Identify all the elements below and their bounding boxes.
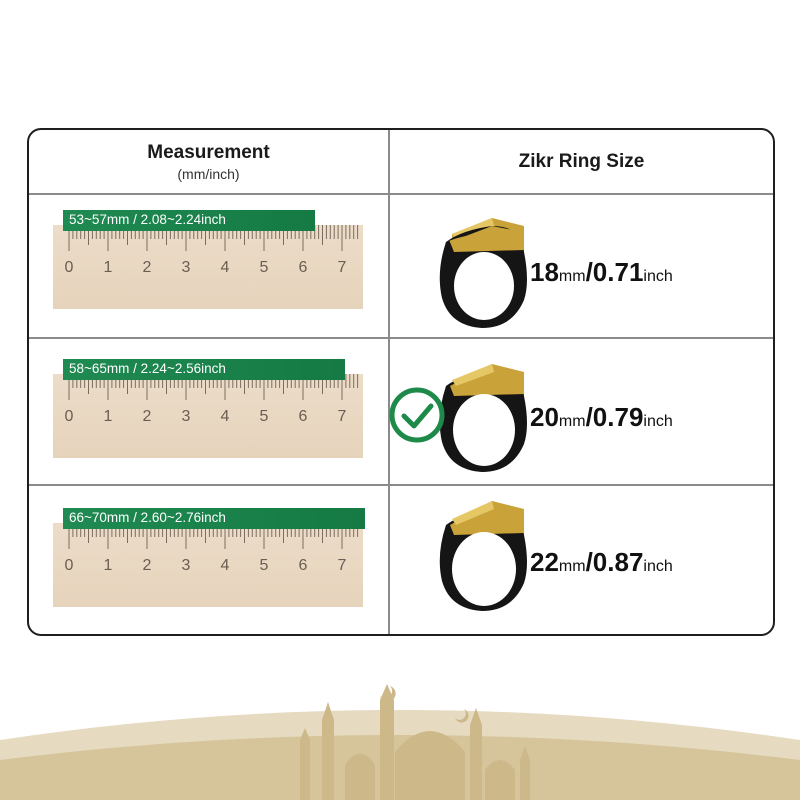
ruler-tick-label: 6 [298, 408, 308, 425]
size-inch-unit: inch [643, 413, 673, 430]
ruler-icon [53, 523, 363, 607]
check-circle-icon [388, 386, 446, 444]
measurement-title: Measurement [147, 141, 270, 163]
ring-size-22 [530, 547, 673, 578]
ruler-tick-label: 6 [298, 259, 308, 276]
size-inch-unit: inch [643, 268, 673, 285]
ruler-tick-label: 2 [142, 557, 152, 574]
column-divider [388, 130, 390, 634]
mosque-skyline-icon [0, 680, 800, 800]
ruler-tick-label: 1 [103, 259, 113, 276]
ruler-tick-label: 1 [103, 408, 113, 425]
ruler-tick-label: 1 [103, 557, 113, 574]
ruler-tick-label: 3 [181, 259, 191, 276]
ring-icon [432, 355, 527, 475]
ruler-tick-label: 0 [64, 557, 74, 574]
size-mm-value: 18 [530, 257, 559, 287]
ruler-row-3 [53, 508, 363, 592]
size-mm-value: 22 [530, 547, 559, 577]
ruler-tick-label: 4 [220, 408, 230, 425]
ruler-row-2 [53, 359, 363, 443]
size-mm-unit: mm [558, 268, 586, 285]
ring-icon [432, 494, 527, 614]
ruler-tick-label: 4 [220, 259, 230, 276]
size-mm-unit: mm [558, 413, 586, 430]
row-divider [29, 193, 773, 195]
ring-size-18 [530, 257, 673, 288]
ruler-icon [53, 374, 363, 458]
ruler-tick-label: 2 [142, 259, 152, 276]
ruler-tick-label: 5 [259, 557, 269, 574]
ruler-tick-label: 5 [259, 408, 269, 425]
ruler-tick-label: 4 [220, 557, 230, 574]
ruler-row-1 [53, 210, 363, 294]
size-title: Zikr Ring Size [518, 150, 645, 172]
ruler-tick-label: 7 [337, 408, 347, 425]
ruler-tick-label: 5 [259, 259, 269, 276]
range-label: 66~70mm / 2.60~2.76inch [63, 508, 365, 529]
ruler-tick-label: 2 [142, 408, 152, 425]
ring-size-20 [530, 402, 673, 433]
range-label: 58~65mm / 2.24~2.56inch [63, 359, 345, 380]
ruler-tick-label: 7 [337, 259, 347, 276]
ruler-tick-label: 6 [298, 557, 308, 574]
size-inch-unit: inch [643, 558, 673, 575]
size-header [390, 130, 773, 193]
ruler-icon [53, 225, 363, 309]
size-inch-value: /0.79 [585, 402, 644, 432]
measurement-unit: (mm/inch) [177, 165, 240, 182]
ruler-tick-label: 0 [64, 259, 74, 276]
row-divider [29, 484, 773, 486]
ruler-tick-label: 3 [181, 408, 191, 425]
size-mm-unit: mm [558, 558, 586, 575]
range-label: 53~57mm / 2.08~2.24inch [63, 210, 315, 231]
ruler-tick-label: 3 [181, 557, 191, 574]
ruler-tick-label: 7 [337, 557, 347, 574]
size-mm-value: 20 [530, 402, 559, 432]
size-inch-value: /0.87 [585, 547, 644, 577]
row-divider [29, 337, 773, 339]
size-inch-value: /0.71 [585, 257, 644, 287]
ruler-tick-label: 0 [64, 408, 74, 425]
measurement-header [29, 130, 388, 193]
ring-icon [432, 212, 527, 330]
